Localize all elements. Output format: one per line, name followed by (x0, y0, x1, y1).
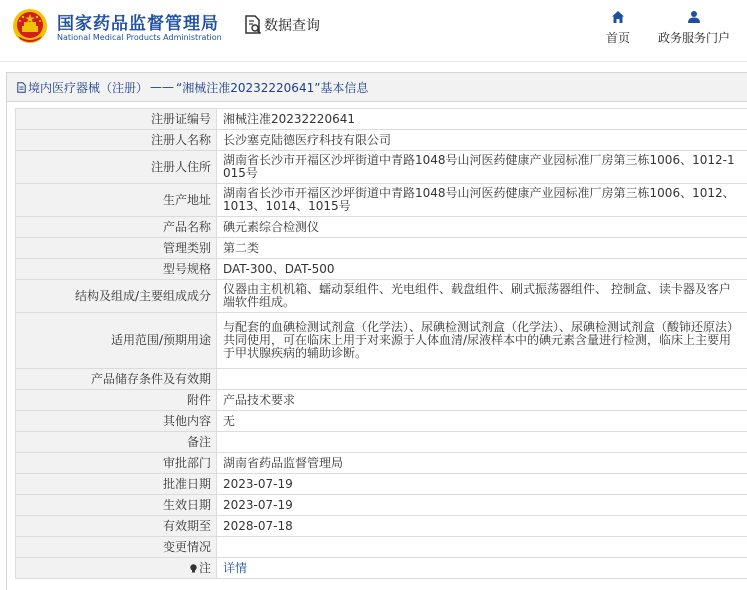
field-value: 无 (217, 411, 747, 432)
field-value: 第二类 (217, 238, 747, 259)
national-emblem-icon (12, 8, 48, 44)
field-label: 批准日期 (16, 474, 217, 495)
table-row (16, 151, 747, 184)
data-query-label: 数据查询 (264, 15, 320, 35)
info-table (15, 108, 747, 579)
table-row (16, 537, 747, 558)
nav-home[interactable] (603, 10, 633, 46)
table-row (16, 516, 747, 537)
field-value: 长沙塞克陆德医疗科技有限公司 (217, 130, 747, 151)
field-value: 2023-07-19 (217, 474, 747, 495)
field-label: 产品名称 (16, 217, 217, 238)
field-value: 产品技术要求 (217, 390, 747, 411)
field-value: 湘械注准20232220641 (217, 109, 747, 130)
table-row (16, 369, 747, 390)
note-label-cell (16, 558, 217, 579)
record-title: “湘械注准20232220641”基本信息 (176, 79, 368, 96)
details-link[interactable]: 详情 (223, 561, 247, 575)
field-label: 管理类别 (16, 238, 217, 259)
field-label: 变更情况 (16, 537, 217, 558)
field-value: DAT-300、DAT-500 (217, 259, 747, 280)
field-value (217, 537, 747, 558)
table-row (16, 130, 747, 151)
field-value: 与配套的血碘检测试剂盒（化学法）、尿碘检测试剂盒（化学法）、尿碘检测试剂盒（酸铈还原法）共同使用，可在临床上用于对来源于人体血清/尿液样本中的碘元素含量进行检测，临床上主要用于甲状腺疾病的辅助诊断。 (217, 313, 747, 369)
field-label: 附件 (16, 390, 217, 411)
user-icon (687, 10, 701, 24)
field-value (217, 432, 747, 453)
breadcrumb-separator: —— (150, 80, 174, 94)
lightbulb-icon (189, 564, 198, 573)
field-label: 结构及组成/主要组成成分 (16, 280, 217, 313)
table-row (16, 411, 747, 432)
site-logo-title[interactable]: 国家药品监督管理局 (57, 9, 219, 34)
field-label: 注册人名称 (16, 130, 217, 151)
field-value: 碘元素综合检测仪 (217, 217, 747, 238)
field-label: 审批部门 (16, 453, 217, 474)
table-row (16, 390, 747, 411)
field-value: 湖南省长沙市开福区沙坪街道中青路1048号山河医药健康产业园标准厂房第三栋1006、1012-1015号 (217, 151, 747, 184)
field-value: 2023-07-19 (217, 495, 747, 516)
field-label: 注册证编号 (16, 109, 217, 130)
table-row (16, 280, 747, 313)
table-row (16, 184, 747, 217)
nav-home-label: 首页 (603, 29, 633, 46)
field-value: 湖南省药品监督管理局 (217, 453, 747, 474)
field-label: 型号规格 (16, 259, 217, 280)
table-row (16, 495, 747, 516)
field-value (217, 369, 747, 390)
field-label: 注 (199, 561, 211, 575)
nav-gov-portal-label: 政务服务门户 (656, 29, 732, 46)
table-row (16, 558, 747, 579)
detail-panel (6, 72, 747, 590)
panel-title (7, 73, 747, 102)
field-value (217, 558, 747, 579)
table-row (16, 238, 747, 259)
data-query-button[interactable] (243, 14, 320, 36)
field-label: 适用范围/预期用途 (16, 313, 217, 369)
document-icon (17, 82, 26, 93)
document-search-icon (243, 14, 263, 36)
table-row (16, 313, 747, 369)
breadcrumb-category[interactable]: 境内医疗器械（注册） (28, 79, 148, 96)
site-header (0, 0, 747, 62)
field-label: 备注 (16, 432, 217, 453)
header-divider (0, 61, 747, 62)
field-label: 生产地址 (16, 184, 217, 217)
site-logo-subtitle[interactable]: National Medical Products Administration (57, 33, 222, 42)
field-value: 2028-07-18 (217, 516, 747, 537)
home-icon (611, 10, 625, 24)
table-row (16, 259, 747, 280)
field-label: 其他内容 (16, 411, 217, 432)
table-row (16, 217, 747, 238)
table-row (16, 474, 747, 495)
table-row (16, 109, 747, 130)
table-row (16, 453, 747, 474)
field-value: 仪器由主机机箱、蠕动泵组件、光电组件、载盘组件、刷式振荡器组件、 控制盒、读卡器及客户端软件组成。 (217, 280, 747, 313)
field-label: 有效期至 (16, 516, 217, 537)
field-label: 生效日期 (16, 495, 217, 516)
nav-gov-portal[interactable] (656, 10, 732, 46)
field-label: 注册人住所 (16, 151, 217, 184)
table-row (16, 432, 747, 453)
field-value: 湖南省长沙市开福区沙坪街道中青路1048号山河医药健康产业园标准厂房第三栋1006、1012、1013、1014、1015号 (217, 184, 747, 217)
field-label: 产品储存条件及有效期 (16, 369, 217, 390)
